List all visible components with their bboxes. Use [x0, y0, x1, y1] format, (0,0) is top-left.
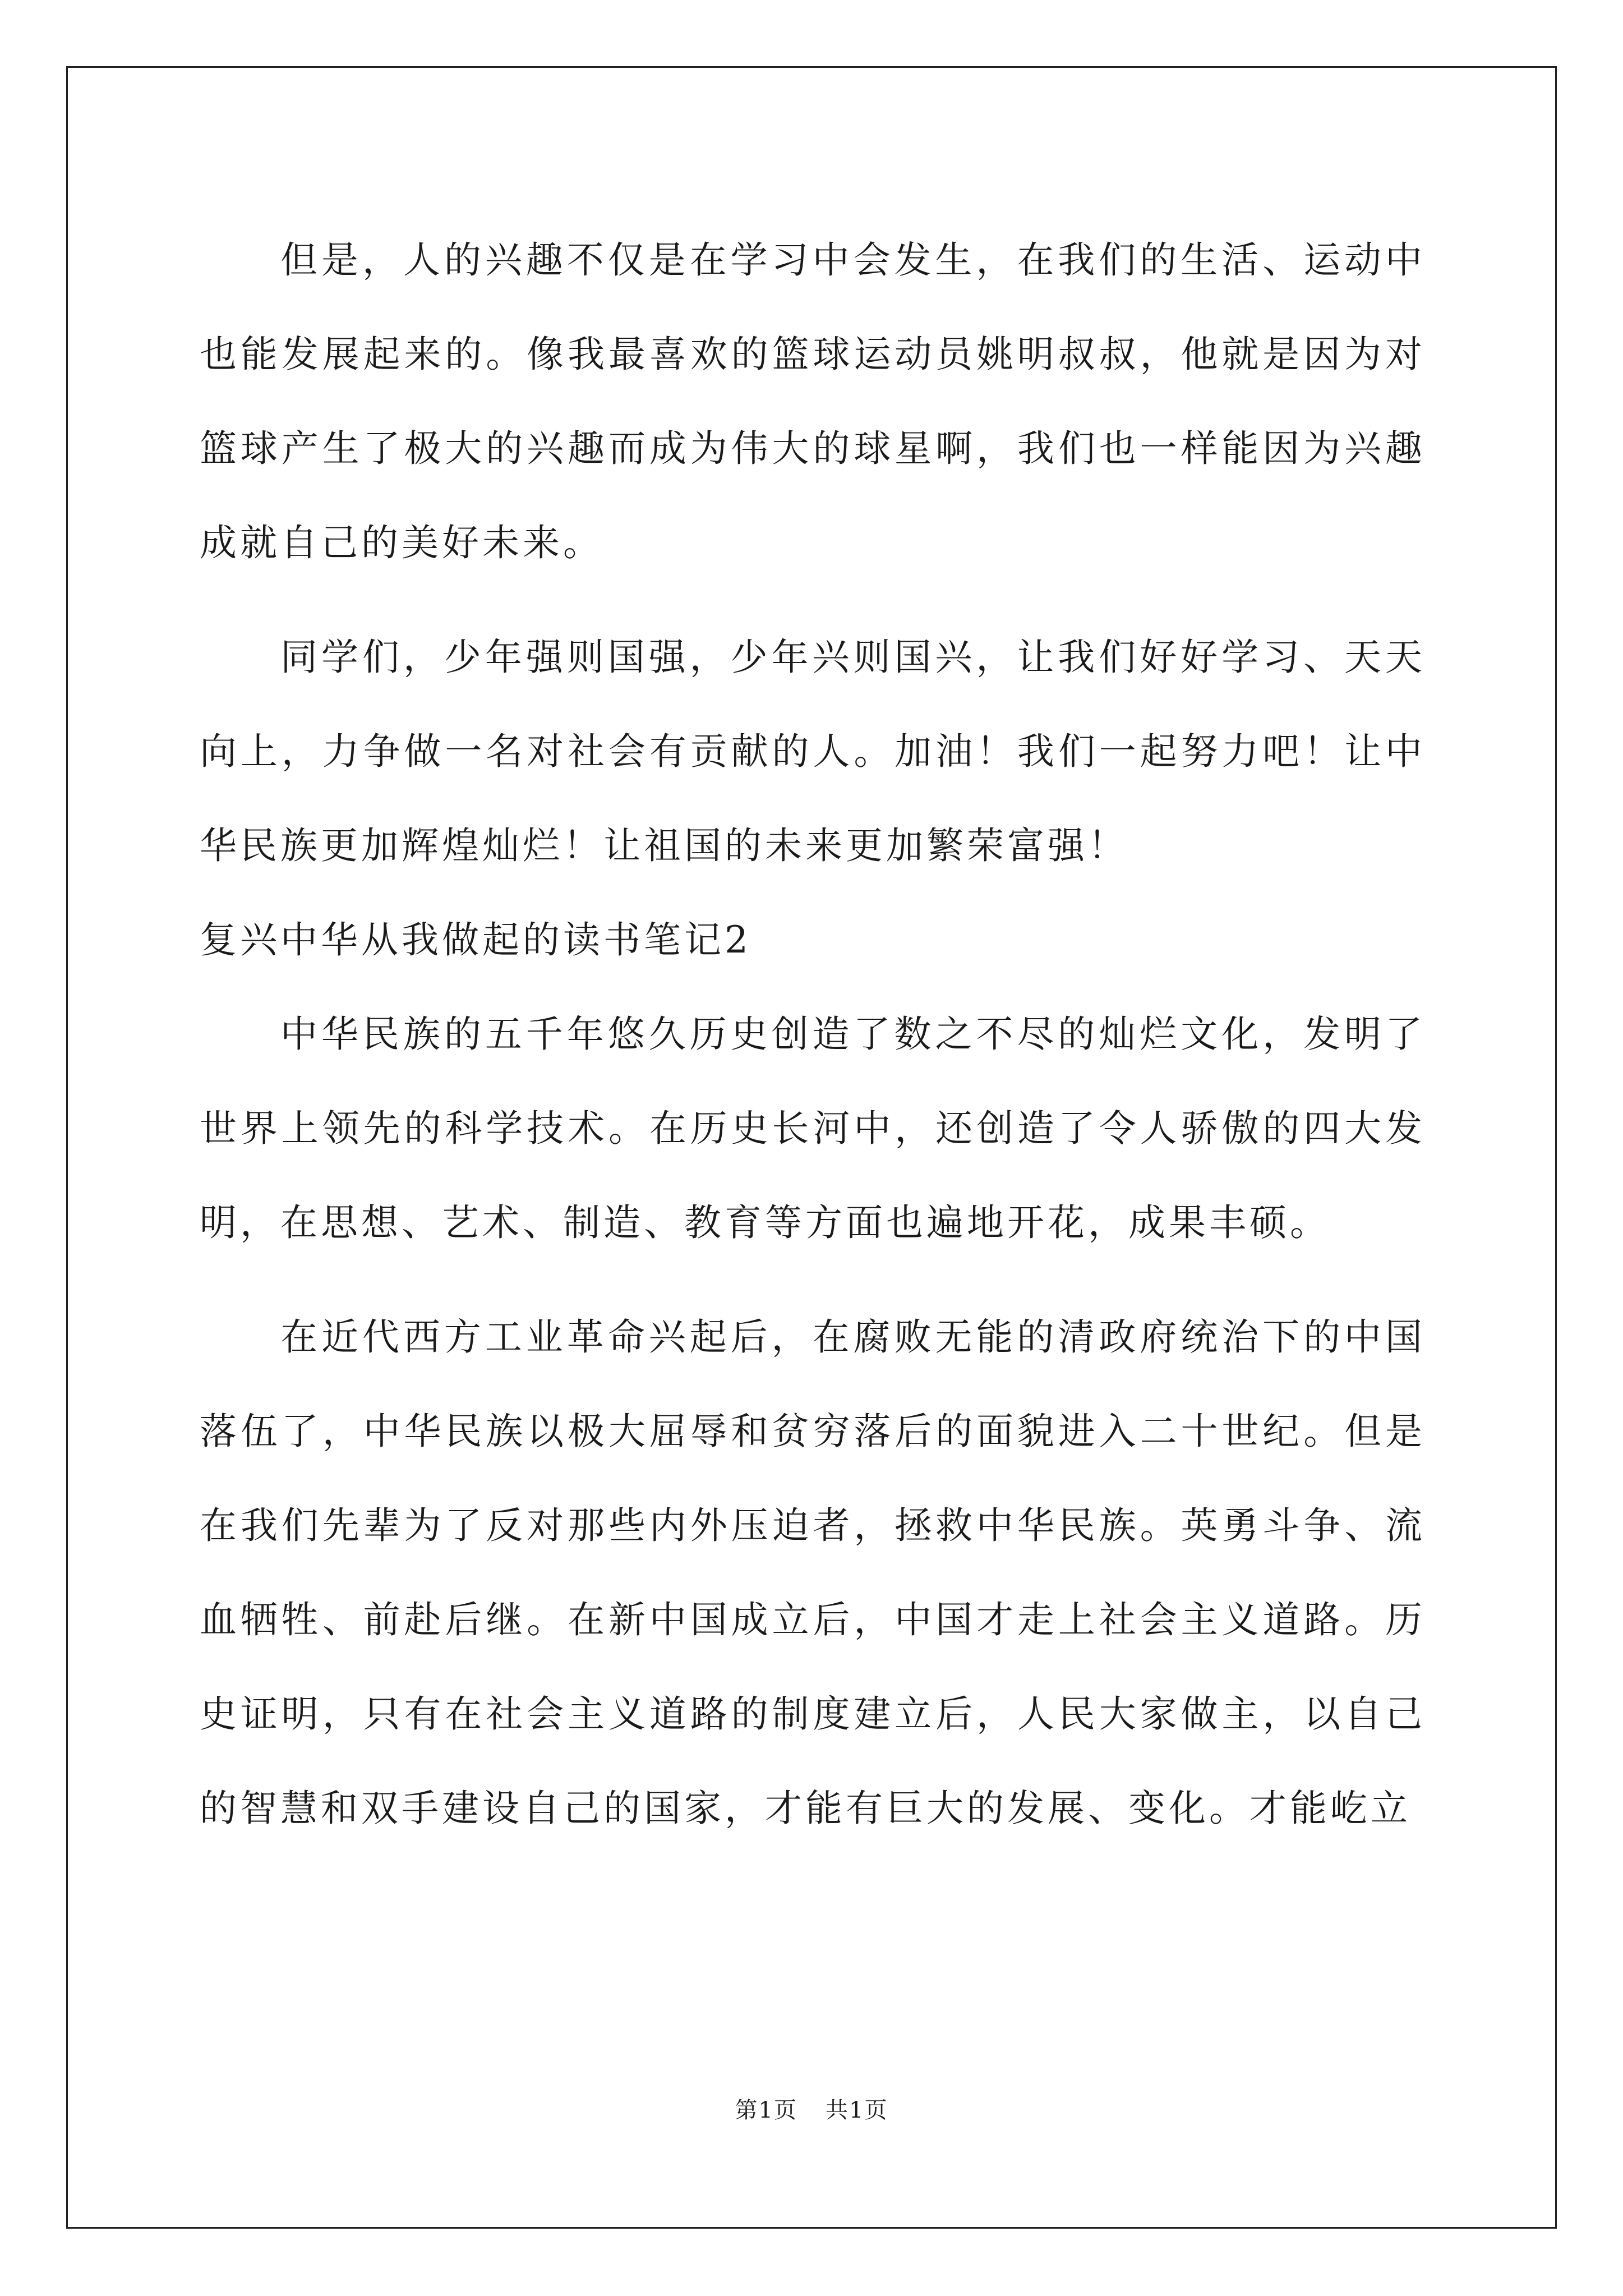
- section-heading: 复兴中华从我做起的读书笔记2: [200, 918, 751, 961]
- paragraph: 在近代西方工业革命兴起后，在腐败无能的清政府统治下的中国落伍了，中华民族以极大屈辱和贫穷落后的面貌进入二十世纪。但是在我们先辈为了反对那些内外压迫者，拯救中华民族。英勇斗争、流血牺牲、前赴后继。在新中国成立后，中国才走上社会主义道路。历史证明，只有在社会主义道路的制度建立后，人民大家做主，以自己的智慧和双手建设自己的国家，才能有巨大的发展、变化。才能屹立: [200, 1315, 1426, 1830]
- page-footer: [0, 2092, 1623, 2124]
- page-number: 第1页: [735, 2097, 797, 2123]
- paragraph: 但是，人的兴趣不仅是在学习中会发生，在我们的生活、运动中也能发展起来的。像我最喜欢的篮球运动员姚明叔叔，他就是因为对篮球产生了极大的兴趣而成为伟大的球星啊，我们也一样能因为兴趣成就自己的美好未来。: [200, 238, 1426, 564]
- paragraph: 同学们，少年强则国强，少年兴则国兴，让我们好好学习、天天向上，力争做一名对社会有贡献的人。加油！我们一起努力吧！让中华民族更加辉煌灿烂！让祖国的未来更加繁荣富强！: [200, 636, 1426, 867]
- paragraph: 中华民族的五千年悠久历史创造了数之不尽的灿烂文化，发明了世界上领先的科学技术。在历史长河中，还创造了令人骄傲的四大发明，在思想、艺术、制造、教育等方面也遍地开花，成果丰硕。: [200, 1013, 1426, 1244]
- document-body: [200, 213, 1426, 1856]
- page-total: 共1页: [826, 2097, 888, 2123]
